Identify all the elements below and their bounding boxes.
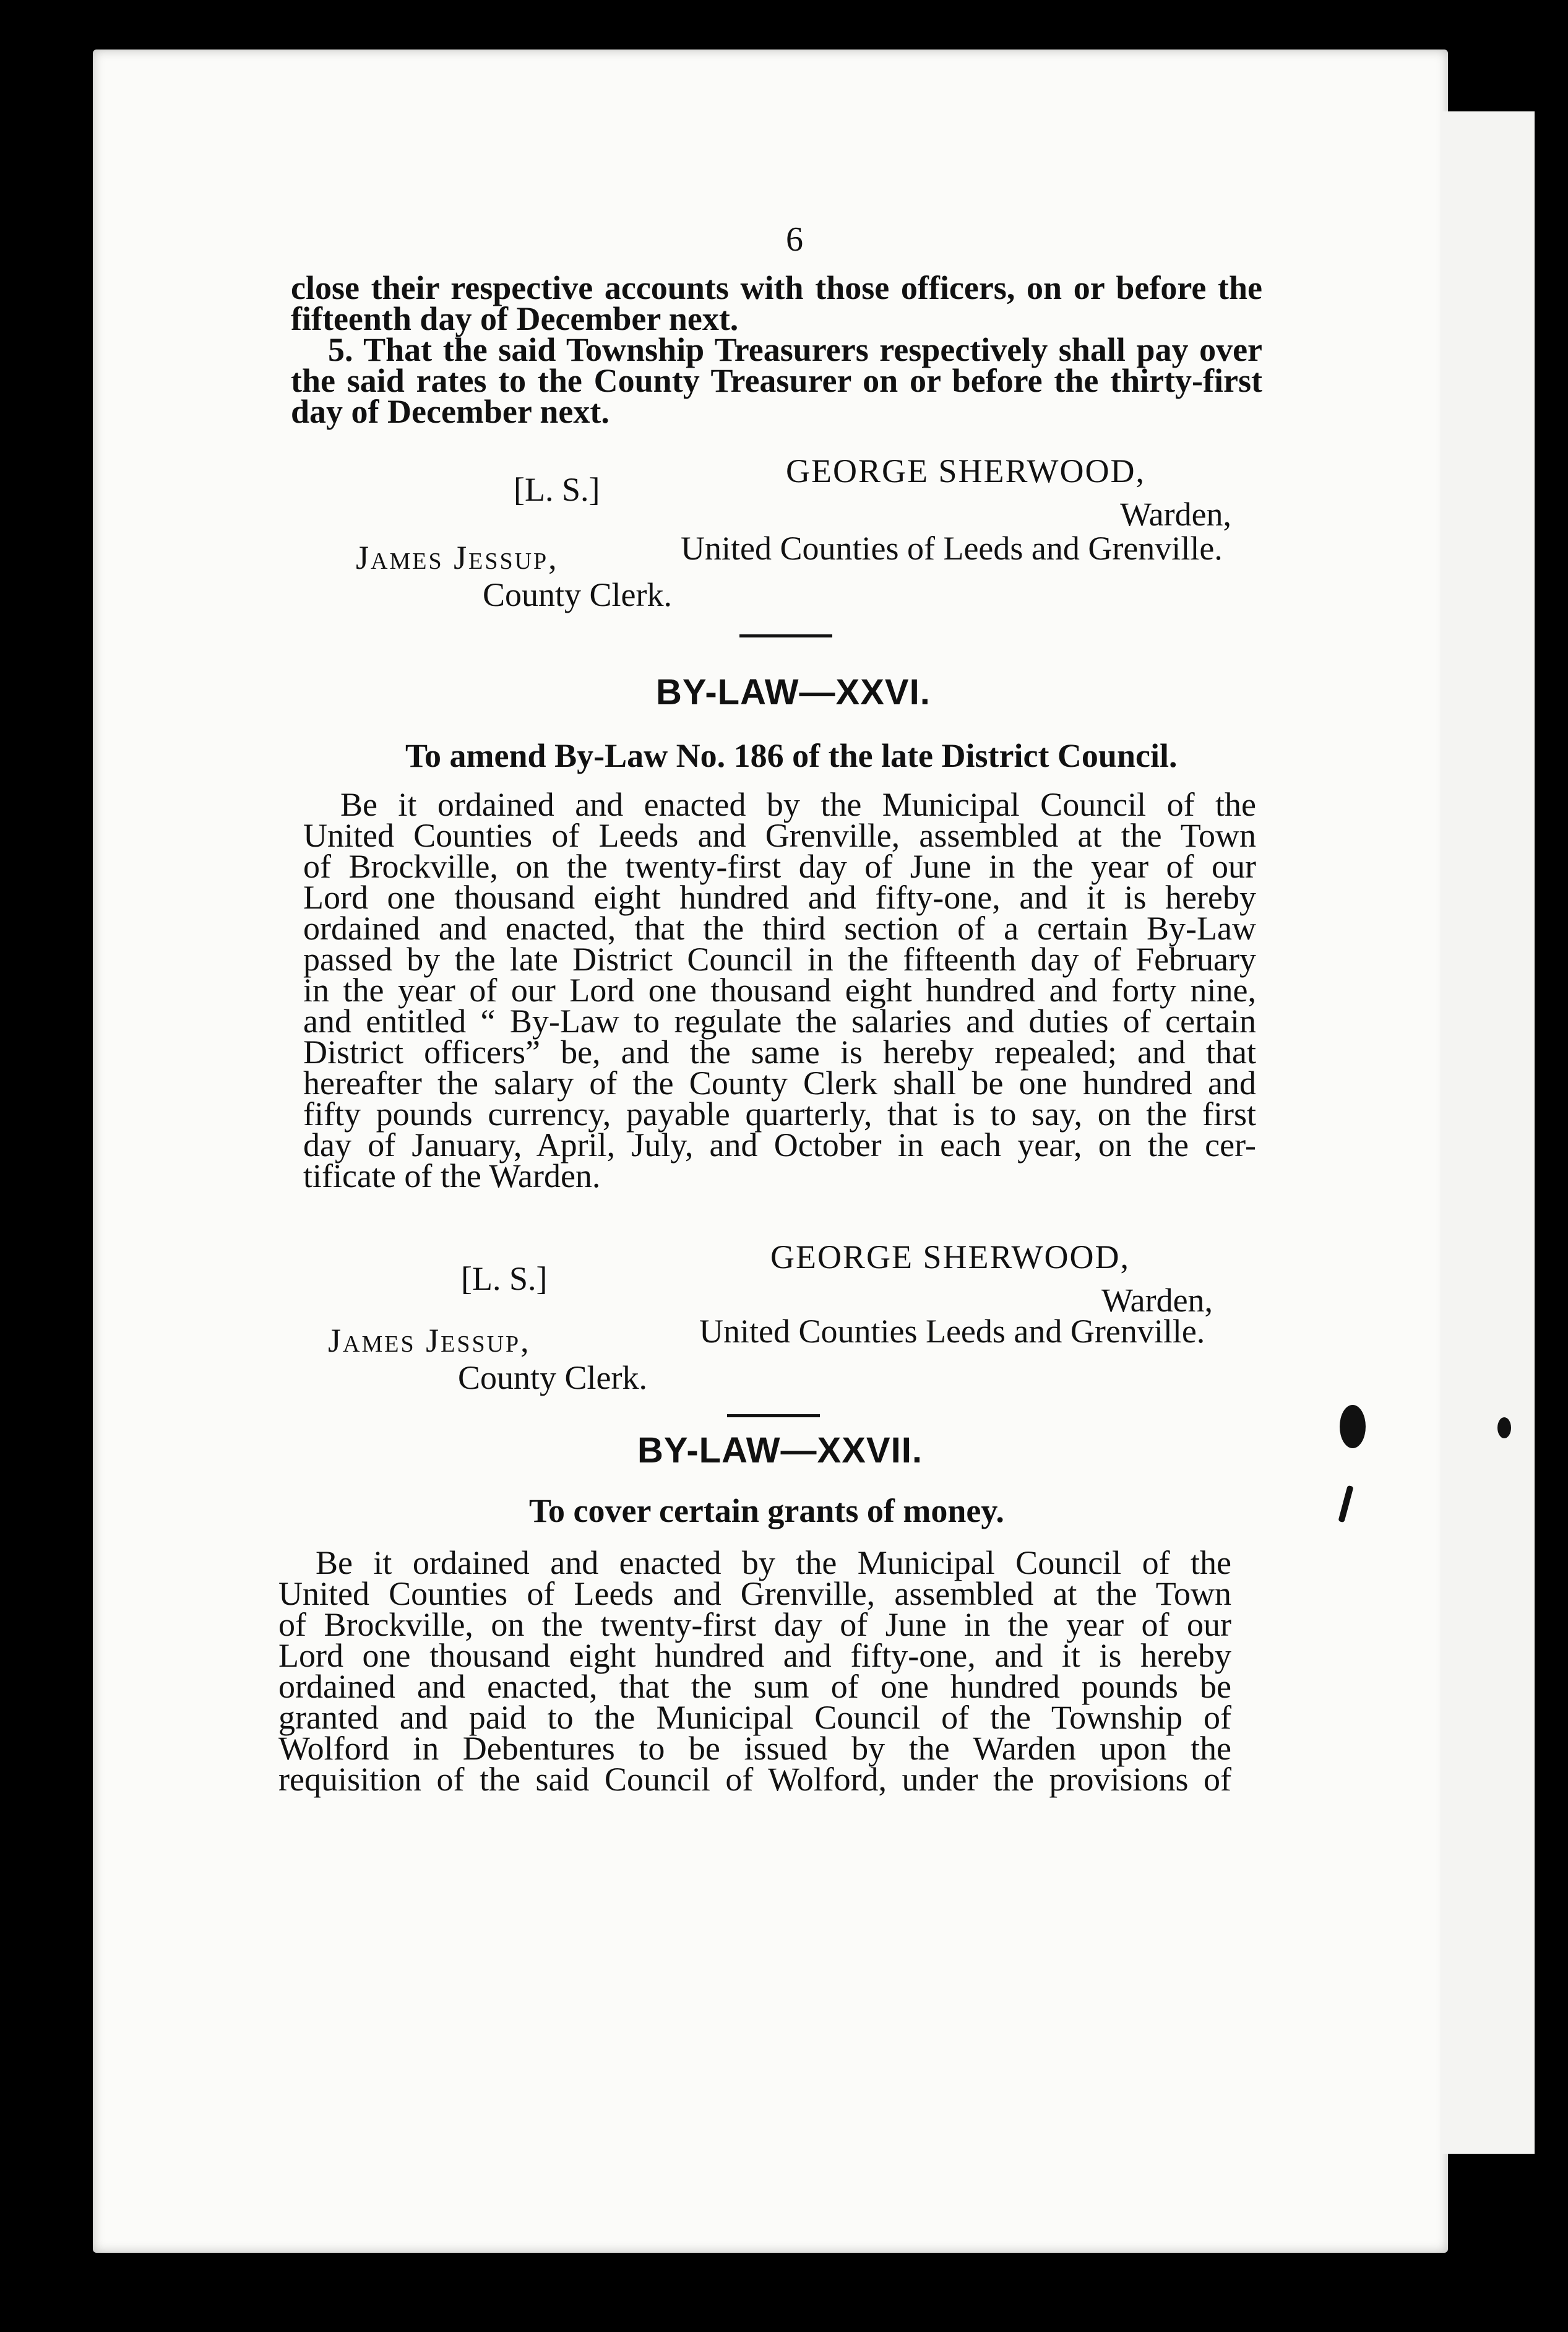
text-line: United Counties of Leeds and Grenville, assembled at the Town [303,817,1256,854]
bylaw-26-subheading: To amend By-Law No. 186 of the late District Council. [405,737,1178,774]
clerk-title: County Clerk. [483,576,672,613]
bylaw-26-heading: BY-LAW—XXVI. [656,672,931,712]
text-line: granted and paid to the Municipal Council of the Township of [278,1699,1231,1736]
warden-name: GEORGE SHERWOOD, [786,452,1145,490]
text-line: ordained and enacted, that the sum of one hundred pounds be [278,1668,1231,1705]
warden-title: Warden, [1101,1282,1213,1319]
text-line: Wolford in Debentures to be issued by the Warden upon the [278,1730,1231,1767]
bylaw-27-body [278,1544,1231,1798]
text-line: close their respective accounts with those officers, on or before the [291,269,1262,306]
text-line: fifty pounds currency, payable quarterly, that is to say, on the first [303,1095,1256,1133]
clerk-title: County Clerk. [458,1359,647,1396]
text-line: ordained and enacted, that the third section of a certain By-Law [303,910,1256,947]
text-line: United Counties of Leeds and Grenville, assembled at the Town [278,1575,1231,1612]
page-number: 6 [786,220,803,259]
clerk-name: James Jessup, [328,1322,531,1359]
text-line: of Brockville, on the twenty-first day of June in the year of our [303,848,1256,885]
ink-blot [1497,1417,1511,1438]
text-line: hereafter the salary of the County Clerk shall be one hundred and [303,1065,1256,1102]
text-line: requisition of the said Council of Wolford, under the provisions of [278,1761,1231,1798]
text-line: Lord one thousand eight hundred and fifty-one, and it is hereby [303,879,1256,916]
text-line: passed by the late District Council in the fifteenth day of February [303,941,1256,978]
text-line: Lord one thousand eight hundred and fifty-one, and it is hereby [278,1637,1231,1674]
text-line: Be it ordained and enacted by the Municipal Council of the [316,1544,1231,1581]
text-line: of Brockville, on the twenty-first day of June in the year of our [278,1606,1231,1643]
item-5-paragraph [291,331,1262,430]
text-line: District officers” be, and the same is hereby repealed; and that [303,1034,1256,1071]
text-line: and entitled “ By-Law to regulate the salaries and duties of certain [303,1003,1256,1040]
counties-line: United Counties of Leeds and Grenville. [681,530,1223,567]
bylaw-26-body [303,786,1256,1194]
seal-mark: [L. S.] [461,1260,548,1297]
text-line: fifteenth day of December next. [291,300,739,337]
warden-title: Warden, [1120,496,1232,533]
text-line: day of December next. [291,393,610,430]
bylaw-27-subheading: To cover certain grants of money. [529,1492,1004,1529]
text-line: tificate of the Warden. [303,1157,601,1194]
clerk-name: James Jessup, [356,539,559,576]
continued-paragraph [291,269,1262,337]
text-line: day of January, April, July, and October in each year, on the cer- [303,1126,1256,1164]
bylaw-27-heading: BY-LAW—XXVII. [637,1430,923,1470]
counties-line: United Counties Leeds and Grenville. [699,1313,1205,1350]
ink-blot [1340,1405,1366,1448]
warden-name: GEORGE SHERWOOD, [770,1238,1130,1276]
text-line: Be it ordained and enacted by the Municipal Council of the [340,786,1256,823]
text-line: in the year of our Lord one thousand eight hundred and forty nine, [303,972,1256,1009]
text-line: 5. That the said Township Treasurers respectively shall pay over [328,331,1262,368]
adjacent-page-edge [1442,111,1535,2154]
seal-mark: [L. S.] [514,471,600,508]
section-divider [727,1414,820,1417]
text-line: the said rates to the County Treasurer on or before the thirty-first [291,362,1262,399]
section-divider [739,634,832,637]
